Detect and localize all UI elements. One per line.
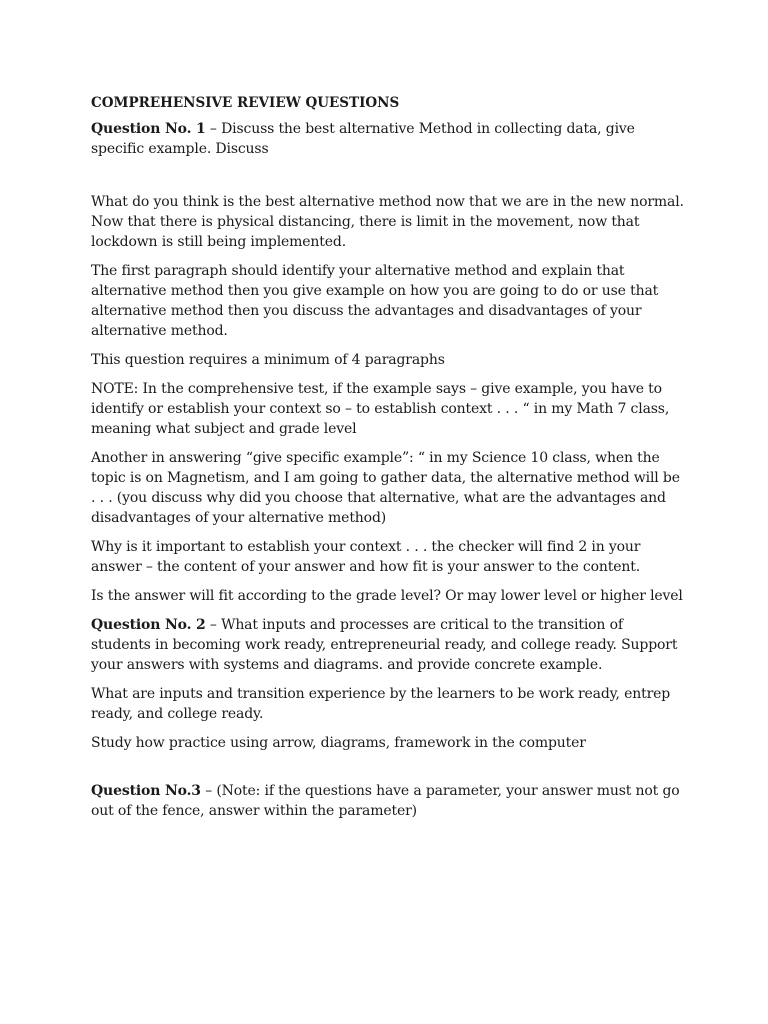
paragraph-why-context: Why is it important to establish your context . . . the checker will find 2 in your answer – the content of your answer and how fit is your answer to the content. — [91, 539, 641, 575]
paragraph-first-paragraph: The first paragraph should identify your alternative method and explain that alternative method then you give example on how you are going to do or use that alternative method then you discuss the advantages and disadvantages of your alternative method. — [91, 263, 659, 339]
question-2-label: Question No. 2 — [91, 617, 206, 633]
document-heading: COMPREHENSIVE REVIEW QUESTIONS — [91, 95, 400, 111]
question-2-text: – What inputs and processes are critical to the transition of students in becoming work ready, entrepreneurial ready, and college ready. Support your answers with systems and diagrams. and provide concrete example. — [91, 617, 678, 673]
question-3-text: – (Note: if the questions have a parameter, your answer must not go out of the fence, answer within the parameter) — [91, 783, 680, 819]
question-3-label: Question No.3 — [91, 783, 201, 799]
question-1-text: – Discuss the best alternative Method in collecting data, give specific example. Discuss — [91, 121, 635, 157]
paragraph-note: NOTE: In the comprehensive test, if the example says – give example, you have to identify or establish your context so – to establish context . . . “ in my Math 7 class, meaning what subject and grade level — [91, 381, 670, 437]
question-3 — [91, 781, 685, 821]
question-1 — [91, 119, 685, 159]
paragraph-another: Another in answering “give specific example”: “ in my Science 10 class, when the topic is on Magnetism, and I am going to gather data, the alternative method will be . . . (you discuss why did you choose that alternative, what are the advantages and disadvantages of your alternative method) — [91, 450, 680, 526]
paragraph-inputs-transition: What are inputs and transition experience by the learners to be work ready, entrep ready, and college ready. — [91, 686, 671, 722]
paragraph-study-practice: Study how practice using arrow, diagrams, framework in the computer — [91, 735, 586, 751]
paragraph-minimum: This question requires a minimum of 4 paragraphs — [91, 352, 445, 368]
document-page — [91, 93, 685, 830]
question-1-label: Question No. 1 — [91, 121, 206, 137]
question-2 — [91, 615, 685, 675]
paragraph-new-normal: What do you think is the best alternative method now that we are in the new normal. Now that there is physical distancing, there is limit in the movement, now that lockdown is still being implemented. — [91, 194, 684, 250]
paragraph-grade-level: Is the answer will fit according to the grade level? Or may lower level or higher level — [91, 588, 683, 604]
